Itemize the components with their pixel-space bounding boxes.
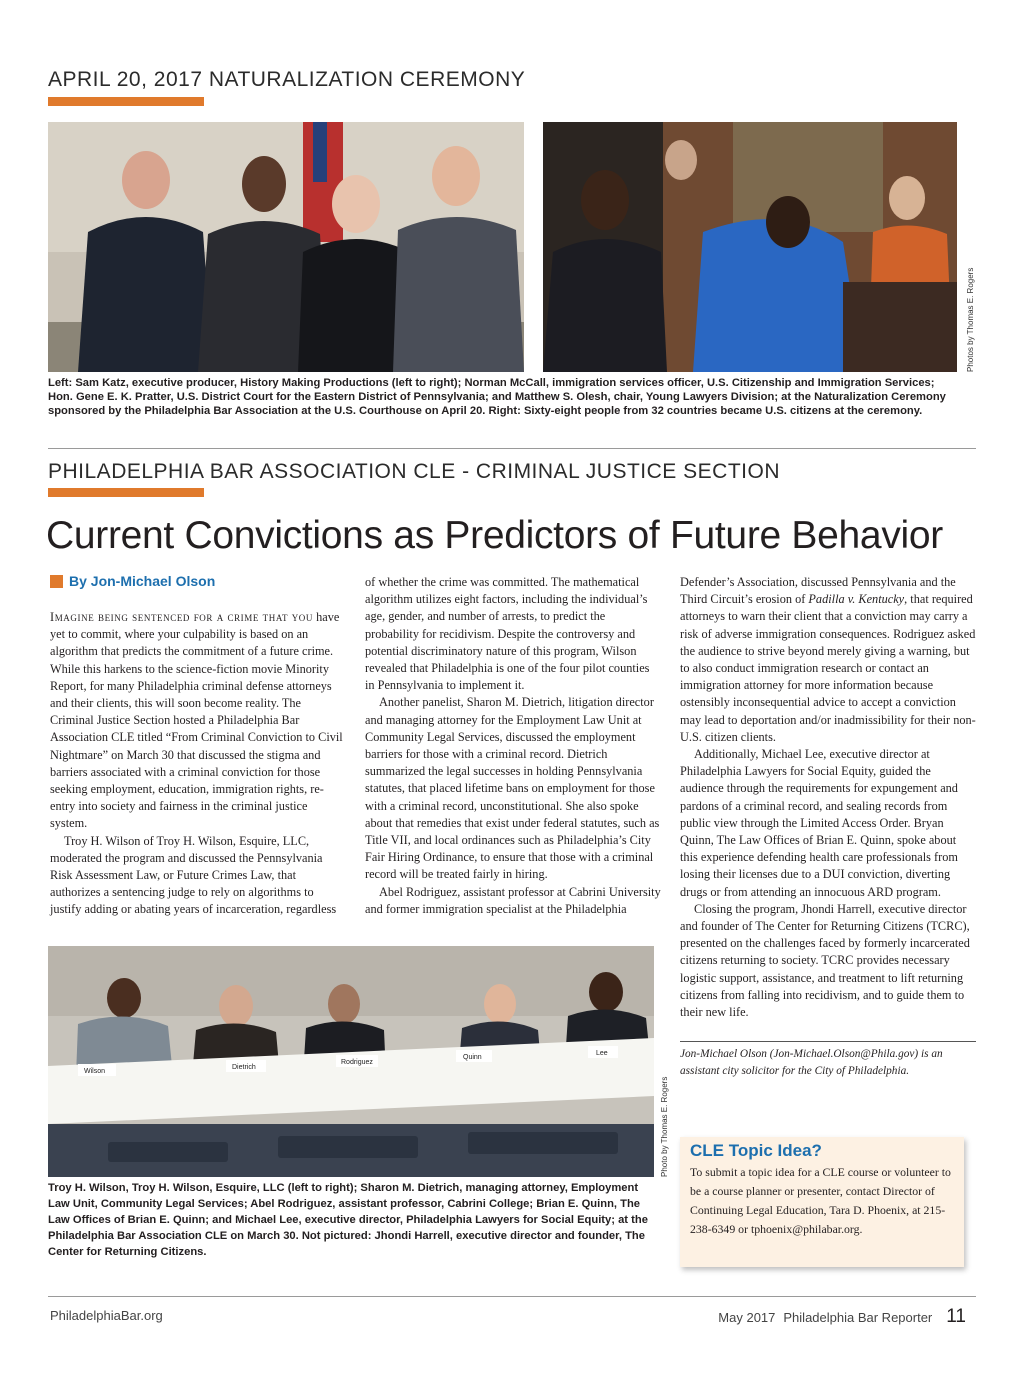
photo-credit: Photos by Thomas E. Rogers — [966, 267, 975, 372]
author-note-divider — [680, 1041, 976, 1042]
section-accent-bar — [48, 488, 204, 497]
name-card-dietrich: Dietrich — [232, 1064, 256, 1071]
section-accent-bar — [48, 97, 204, 106]
paragraph: of whether the crime was committed. The mathematical algorithm utilizes eight factors, including the individual’s age, gender, and number of arrests, to predict the probability for recidivism. Despite the controversy and potential discriminatory nature of this program, Wilson revealed that Philadelphia is one of the four pilot counties in Pennsylvania to implement it. — [365, 575, 650, 693]
ceremony-caption: Left: Sam Katz, executive producer, History Making Productions (left to right); Norman McCall, immigration services officer, U.S. Citizenship and Immigration Services; Hon. Gene E. K. Pratter, U.S. District Court for the Eastern District of Pennsylvania; and Matthew S. Olesh, chair, Young Lawyers Division; at the Naturalization Ceremony sponsored by the Philadelphia Bar Association at the U.S. Courthouse on April 20. Right: Sixty-eight people from 32 countries became U.S. citizens at the ceremony. — [48, 377, 946, 417]
paragraph-text: have yet to commit, where your culpability is based on an algorithm that predicts the commitment of a future crime. While this harkens to the science-fiction movie Minority Report, for many Philadelphia criminal defense attorneys and their clients, this will soon become reality. The Criminal Justice Section hosted a Philadelphia Bar Association CLE titled “From Criminal Conviction to Civil Nightmare” on March 30 that discussed the stigma and barriers associated with a criminal conviction for those seeking employment, education, immigration rights, re-entry into society and fairness in the criminal justice system. — [50, 610, 343, 831]
byline-text: By Jon-Michael Olson — [69, 573, 216, 589]
case-citation: Padilla v. Kentucky — [808, 592, 905, 607]
section-divider — [48, 448, 976, 449]
panel-caption: Troy H. Wilson, Troy H. Wilson, Esquire, LLC (left to right); Sharon M. Dietrich, managing attorney, Employment Law Unit, Community Legal Services; Abel Rodriguez, assistant professor, Cabrini College; Brian E. Quinn, The Law Offices of Brian E. Quinn; and Michael Lee, executive director, Philadelphia Lawyers for Social Equity; at the Philadelphia Bar Association CLE on March 30. Not pictured: Jhondi Harrell, executive director and founder, The Center for Returning Citizens. — [48, 1182, 648, 1258]
section-heading-ceremony: APRIL 20, 2017 NATURALIZATION CEREMONY — [48, 68, 526, 91]
lead-in: Imagine being sentenced for a crime that you — [50, 610, 314, 624]
footer-issue-date: May 2017 — [718, 1310, 776, 1325]
paragraph: Another panelist, Sharon M. Dietrich, litigation director and managing attorney for the Employment Law Unit at Community Legal Services, discussed the employment barriers for those with a criminal record. Dietrich summarized the legal successes in holding Pennsylvania statutes, that placed lifetime bans on employment for those with a criminal record, unconstitutional. She also spoke about that remedies that exist under federal statutes, such as Title VII, and local ordinances such as Philadelphia’s City Fair Hiring Ordinance, to ensure that those with a criminal record will be treated fairly in hiring. — [365, 695, 660, 882]
ceremony-oath-photo — [543, 122, 957, 372]
panel-photo-credit: Photo by Thomas E. Rogers — [660, 1076, 669, 1177]
section-heading-cle: PHILADELPHIA BAR ASSOCIATION CLE - CRIMINAL JUSTICE SECTION — [48, 460, 780, 483]
paragraph: Abel Rodriguez, assistant professor at Cabrini University and former immigration specialist at the Philadelphia — [365, 884, 661, 916]
ceremony-group-photo — [48, 122, 524, 372]
paragraph: Troy H. Wilson of Troy H. Wilson, Esquire, LLC, moderated the program and discussed the Pennsylvania Risk Assessment Law, or Future Crimes Law, that authorizes a sentencing judge to rely on algorithms to justify adding or abating years of incarceration, regardless — [50, 833, 337, 917]
footer-site: PhiladelphiaBar.org — [50, 1308, 163, 1323]
paragraph: Additionally, Michael Lee, executive director at Philadelphia Lawyers for Social Equity, guided the audience through the requirements for expungement and pardons of a criminal record, and sealing records from public view through the Limited Access Order. Bryan Quinn, The Law Offices of Brian E. Quinn, spoke about this experience defending health care professionals from losing their licenses due to a DUI conviction, diverting drugs or from attending an innocuous ARD program. — [680, 747, 958, 899]
article-byline — [50, 573, 215, 589]
paragraph — [680, 574, 976, 746]
paragraph-text: Defender’s Association, discussed Pennsylvania and the Third Circuit’s erosion of — [680, 575, 956, 607]
article-column-3 — [680, 574, 976, 1021]
author-note: Jon-Michael Olson (Jon-Michael.Olson@Phila.gov) is an assistant city solicitor for the City of Philadelphia. — [680, 1048, 943, 1077]
article-column-1 — [50, 609, 347, 919]
paragraph: Closing the program, Jhondi Harrell, executive director and founder of The Center for Returning Citizens (TCRC), presented on the challenges faced by formerly incarcerated citizens returning to society. TCRC provides necessary logistic support, assistance, and treatment to lift returning citizens from falling into recidivism, and to guide them to their new life. — [680, 901, 970, 1020]
article-headline: Current Convictions as Predictors of Future Behavior — [46, 514, 943, 557]
paragraph-text: , that required attorneys to warn their client that a conviction may carry a risk of adverse immigration consequences. Rodriguez asked the audience to strive beyond merely giving a warning, but to also conduct immigration research or contact an immigration attorney for more information because ostensibly inconsequential advice to accept a conviction may lead to deportation and/or inadmissibility for their non-U.S. citizen clients. — [680, 592, 976, 744]
panel-photo — [48, 946, 654, 1177]
name-card-wilson: Wilson — [84, 1068, 106, 1075]
page-number: 11 — [946, 1306, 966, 1327]
byline-square-icon — [50, 575, 63, 588]
cle-topic-title: CLE Topic Idea? — [690, 1141, 822, 1160]
name-card-rodriguez: Rodriguez — [341, 1059, 373, 1066]
article-column-2 — [365, 574, 662, 918]
footer-publication: Philadelphia Bar Reporter — [783, 1310, 933, 1325]
cle-topic-box — [680, 1137, 964, 1267]
cle-topic-body: To submit a topic idea for a CLE course or volunteer to be a course planner or presenter, contact Director of Continuing Legal Education, Tara D. Phoenix, at 215-238-6349 or tphoenix@philabar.org. — [690, 1165, 951, 1236]
name-card-quinn: Quinn — [463, 1054, 482, 1061]
footer-divider — [48, 1296, 976, 1297]
paragraph — [50, 609, 347, 833]
footer-issue-info — [718, 1306, 966, 1328]
name-card-lee: Lee — [596, 1050, 608, 1057]
